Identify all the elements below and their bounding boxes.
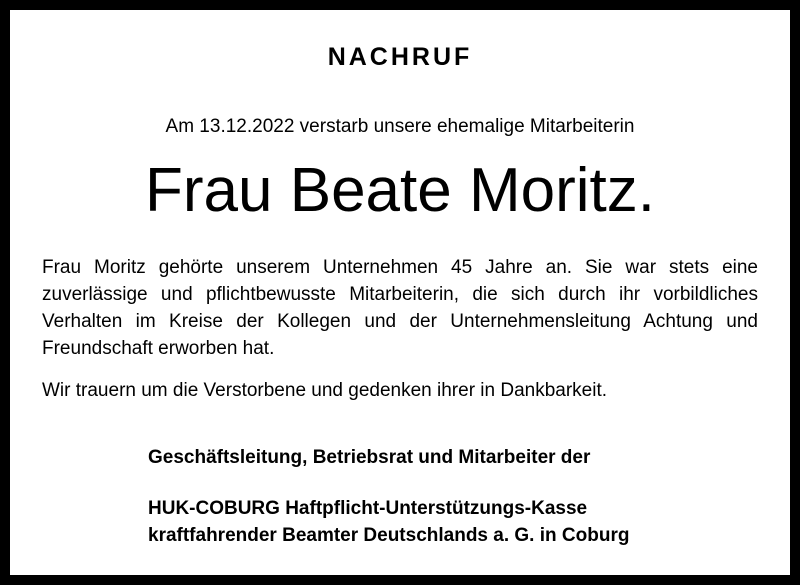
intro-text: Am 13.12.2022 verstarb unsere ehemalige Mitarbeiterin bbox=[165, 116, 635, 137]
body-line: Verhalten im Kreise der Kollegen und der Unternehmensleitung Achtung und bbox=[42, 311, 758, 332]
signature-line-company-location: kraftfahrender Beamter Deutschlands a. G. in Coburg bbox=[148, 525, 630, 546]
body-line: Freundschaft erworben hat. bbox=[42, 338, 275, 359]
signature-line-company: HUK-COBURG Haftpflicht-Unterstützungs-Kasse bbox=[148, 498, 588, 519]
body-line: Frau Moritz gehörte unserem Unternehmen 45 Jahre an. Sie war stets eine bbox=[42, 257, 758, 278]
body-paragraph bbox=[42, 254, 758, 362]
body-line: zuverlässige und pflichtbewusste Mitarbeiterin, die sich durch ihr vorbildliches bbox=[42, 284, 758, 305]
signature-line-staff: Geschäftsleitung, Betriebsrat und Mitarbeiter der bbox=[148, 447, 591, 468]
closing-sentence: Wir trauern um die Verstorbene und gedenken ihrer in Dankbarkeit. bbox=[42, 380, 608, 401]
deceased-name: Frau Beate Moritz. bbox=[145, 156, 655, 225]
notice-heading: NACHRUF bbox=[327, 43, 473, 71]
